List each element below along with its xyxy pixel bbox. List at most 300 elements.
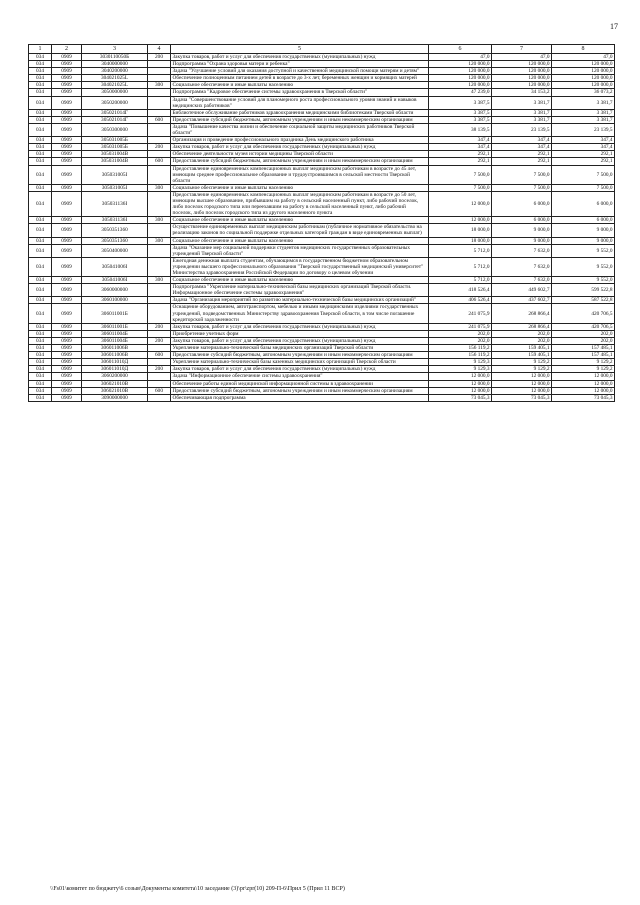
row-description: Подпрограмма "Охрана здоровья матери и ребенка" bbox=[171, 61, 429, 68]
row-amount-3: 587 522,8 bbox=[552, 297, 615, 304]
row-target-code: 3050351360 bbox=[82, 224, 148, 237]
row-target-code: 3060200000 bbox=[82, 373, 148, 380]
row-amount-2: 3 381,7 bbox=[492, 109, 552, 116]
row-expense-type bbox=[148, 244, 171, 257]
row-amount-1: 5 712,0 bbox=[429, 244, 492, 257]
table-row bbox=[29, 373, 615, 380]
row-amount-1: 120 000,0 bbox=[429, 82, 492, 89]
row-description: Социальное обеспечение и иные выплаты населению bbox=[171, 82, 429, 89]
row-amount-3: 420 706,5 bbox=[552, 323, 615, 330]
row-amount-2: 120 000,0 bbox=[492, 82, 552, 89]
row-chapter-code: 034 bbox=[29, 123, 52, 136]
row-amount-2: 6 000,0 bbox=[492, 217, 552, 224]
row-description: Задача "Повышение качества жизни и обеспечение социальной защиты медицинских работников Тверской области" bbox=[171, 123, 429, 136]
row-expense-type bbox=[148, 224, 171, 237]
row-expense-type bbox=[148, 330, 171, 337]
table-row bbox=[29, 345, 615, 352]
column-header-1: 1 bbox=[29, 45, 52, 54]
table-row bbox=[29, 89, 615, 96]
table-row bbox=[29, 96, 615, 109]
table-row bbox=[29, 75, 615, 82]
table-row bbox=[29, 330, 615, 337]
row-target-code: 3040000000 bbox=[82, 61, 148, 68]
row-amount-1: 73 045,3 bbox=[429, 394, 492, 401]
column-header-3: 3 bbox=[82, 45, 148, 54]
row-amount-1: 9 129,3 bbox=[429, 359, 492, 366]
row-amount-2: 34 153,2 bbox=[492, 89, 552, 96]
row-amount-3: 47,0 bbox=[552, 54, 615, 61]
row-amount-1: 12 000,0 bbox=[429, 191, 492, 216]
row-amount-1: 292,1 bbox=[429, 158, 492, 165]
row-target-code: 305041006I bbox=[82, 257, 148, 276]
table-row bbox=[29, 337, 615, 344]
row-section-code: 0909 bbox=[52, 330, 82, 337]
row-amount-1: 7 500,0 bbox=[429, 165, 492, 184]
row-target-code: 3060100000 bbox=[82, 297, 148, 304]
table-row bbox=[29, 158, 615, 165]
row-section-code: 0909 bbox=[52, 82, 82, 89]
table-row bbox=[29, 165, 615, 184]
row-target-code: 306011004Б bbox=[82, 337, 148, 344]
row-amount-3: 347,4 bbox=[552, 137, 615, 144]
row-expense-type bbox=[148, 345, 171, 352]
row-amount-2: 47,0 bbox=[492, 54, 552, 61]
table-row bbox=[29, 387, 615, 394]
row-amount-2: 12 000,0 bbox=[492, 380, 552, 387]
row-target-code: 306011010Д bbox=[82, 359, 148, 366]
table-row bbox=[29, 109, 615, 116]
row-chapter-code: 034 bbox=[29, 144, 52, 151]
row-amount-2: 159 405,1 bbox=[492, 352, 552, 359]
row-expense-type: 200 bbox=[148, 366, 171, 373]
row-section-code: 0909 bbox=[52, 191, 82, 216]
row-amount-3: 202,0 bbox=[552, 330, 615, 337]
row-description: Осуществление единовременных выплат медицинским работникам (публичное нормативное обязательство на реализацию законов по социальной поддержке отдельных категорий граждан в виде единовременных выплат) bbox=[171, 224, 429, 237]
row-target-code: 3040200000 bbox=[82, 68, 148, 75]
row-amount-2: 7 632,0 bbox=[492, 244, 552, 257]
row-amount-3: 420 706,5 bbox=[552, 304, 615, 323]
row-amount-2: 12 000,0 bbox=[492, 387, 552, 394]
row-chapter-code: 034 bbox=[29, 75, 52, 82]
table-row bbox=[29, 68, 615, 75]
row-expense-type: 300 bbox=[148, 237, 171, 244]
row-description: Закупка товаров, работ и услуг для обеспечения государственных (муниципальных) нужд bbox=[171, 54, 429, 61]
row-target-code: 305031136I bbox=[82, 191, 148, 216]
row-chapter-code: 034 bbox=[29, 137, 52, 144]
row-target-code: 306021010В bbox=[82, 387, 148, 394]
row-amount-3: 3 381,7 bbox=[552, 116, 615, 123]
table-row bbox=[29, 217, 615, 224]
row-chapter-code: 034 bbox=[29, 68, 52, 75]
row-amount-1: 12 000,0 bbox=[429, 373, 492, 380]
row-section-code: 0909 bbox=[52, 237, 82, 244]
row-amount-2: 347,4 bbox=[492, 144, 552, 151]
row-target-code: 3060000000 bbox=[82, 284, 148, 297]
row-description: Предоставление субсидий бюджетным, автономным учреждениям и иным некоммерческим организациям bbox=[171, 158, 429, 165]
row-description: Предоставление единовременных компенсационных выплат медицинским работникам в возрасте до 50 лет, имеющим высшее образование, прибывшим на работу в сельский населенный пункт, либо рабочий поселок, либо поселок городского типа или переехавшим на работу в сельский населенный пункт, либо рабочий поселок, либо поселок городского типа из другого населенного пункта bbox=[171, 191, 429, 216]
table-row bbox=[29, 323, 615, 330]
row-amount-1: 12 000,0 bbox=[429, 217, 492, 224]
row-description: Предоставление единовременных компенсационных выплат медицинским работникам в возрасте до 45 лет, имеющим среднее профессиональное образование и трудоустроившимся в сельской местности Тверской области bbox=[171, 165, 429, 184]
row-chapter-code: 034 bbox=[29, 151, 52, 158]
table-row bbox=[29, 380, 615, 387]
table-row bbox=[29, 116, 615, 123]
row-amount-1: 202,0 bbox=[429, 330, 492, 337]
row-amount-1: 12 000,0 bbox=[429, 380, 492, 387]
row-target-code: 305031005Б bbox=[82, 137, 148, 144]
column-header-5: 5 bbox=[171, 45, 429, 54]
row-description: Социальное обеспечение и иные выплаты населению bbox=[171, 217, 429, 224]
row-target-code: 3050200000 bbox=[82, 96, 148, 109]
table-row bbox=[29, 151, 615, 158]
row-chapter-code: 034 bbox=[29, 323, 52, 330]
row-description: Задача "Информационное обеспечение системы здравоохранения" bbox=[171, 373, 429, 380]
row-expense-type bbox=[148, 75, 171, 82]
row-amount-3: 202,0 bbox=[552, 337, 615, 344]
row-amount-3: 23 139,5 bbox=[552, 123, 615, 136]
row-expense-type: 600 bbox=[148, 352, 171, 359]
table-row bbox=[29, 184, 615, 191]
row-amount-2: 9 000,0 bbox=[492, 224, 552, 237]
row-chapter-code: 034 bbox=[29, 359, 52, 366]
row-chapter-code: 034 bbox=[29, 352, 52, 359]
row-target-code: 304021025L bbox=[82, 82, 148, 89]
row-amount-2: 6 000,0 bbox=[492, 191, 552, 216]
row-amount-2: 202,0 bbox=[492, 330, 552, 337]
row-expense-type: 200 bbox=[148, 337, 171, 344]
row-amount-3: 120 000,0 bbox=[552, 82, 615, 89]
row-amount-2: 292,1 bbox=[492, 151, 552, 158]
row-amount-3: 73 045,3 bbox=[552, 394, 615, 401]
row-section-code: 0909 bbox=[52, 89, 82, 96]
row-amount-3: 6 000,0 bbox=[552, 217, 615, 224]
row-expense-type bbox=[148, 257, 171, 276]
row-amount-1: 347,4 bbox=[429, 137, 492, 144]
row-expense-type bbox=[148, 109, 171, 116]
row-amount-3: 599 522,8 bbox=[552, 284, 615, 297]
row-description: Подпрограмма "Укрепление материально-технической базы медицинских организаций Тверской области. Информационное обеспечение системы здравоохранения" bbox=[171, 284, 429, 297]
row-amount-3: 292,1 bbox=[552, 151, 615, 158]
row-target-code: 305031004В bbox=[82, 151, 148, 158]
row-amount-1: 12 000,0 bbox=[429, 387, 492, 394]
row-section-code: 0909 bbox=[52, 68, 82, 75]
row-amount-3: 157 485,1 bbox=[552, 345, 615, 352]
row-expense-type bbox=[148, 380, 171, 387]
row-amount-3: 3 381,7 bbox=[552, 109, 615, 116]
row-target-code: 3050400000 bbox=[82, 244, 148, 257]
row-amount-1: 418 526,4 bbox=[429, 284, 492, 297]
row-description: Задача "Оказание мер социальной поддержки студентов медицинских государственных образовательных учреждений Тверской области" bbox=[171, 244, 429, 257]
row-section-code: 0909 bbox=[52, 109, 82, 116]
row-amount-3: 9 552,0 bbox=[552, 244, 615, 257]
row-amount-2: 73 045,3 bbox=[492, 394, 552, 401]
row-section-code: 0909 bbox=[52, 116, 82, 123]
row-amount-1: 156 119,2 bbox=[429, 352, 492, 359]
row-amount-3: 120 000,0 bbox=[552, 61, 615, 68]
row-chapter-code: 034 bbox=[29, 217, 52, 224]
budget-table bbox=[28, 44, 615, 402]
row-amount-2: 120 000,0 bbox=[492, 68, 552, 75]
row-description: Закупка товаров, работ и услуг для обеспечения государственных (муниципальных) нужд bbox=[171, 337, 429, 344]
row-chapter-code: 034 bbox=[29, 158, 52, 165]
row-expense-type bbox=[148, 297, 171, 304]
row-chapter-code: 034 bbox=[29, 330, 52, 337]
row-amount-2: 159 405,1 bbox=[492, 345, 552, 352]
row-amount-2: 292,1 bbox=[492, 158, 552, 165]
table-header-row bbox=[29, 45, 615, 54]
row-description: Предоставление субсидий бюджетным, автономным учреждениям и иным некоммерческим организациям bbox=[171, 387, 429, 394]
row-description: Задача "Организация мероприятий по развитию материально-технической базы медицинских организаций" bbox=[171, 297, 429, 304]
row-amount-2: 12 000,0 bbox=[492, 373, 552, 380]
row-amount-1: 241 075,9 bbox=[429, 323, 492, 330]
row-target-code: 3090000000 bbox=[82, 394, 148, 401]
row-amount-3: 9 552,0 bbox=[552, 257, 615, 276]
row-description: Подпрограмма "Кадровое обеспечение системы здравоохранения в Тверской области" bbox=[171, 89, 429, 96]
row-amount-2: 120 000,0 bbox=[492, 75, 552, 82]
row-expense-type: 300 bbox=[148, 184, 171, 191]
row-expense-type: 600 bbox=[148, 116, 171, 123]
row-expense-type bbox=[148, 304, 171, 323]
row-description: Ежегодная денежная выплата студентам, обучающимся в государственном бюджетном образовательном учреждении высшего профессионального образования "Тверской государственный медицинский университет" Министерства здравоохранения Российской Федерации по договору о целевом обучении bbox=[171, 257, 429, 276]
row-section-code: 0909 bbox=[52, 224, 82, 237]
row-amount-2: 3 381,7 bbox=[492, 96, 552, 109]
row-amount-3: 36 073,2 bbox=[552, 89, 615, 96]
row-target-code: 306011001Б bbox=[82, 304, 148, 323]
row-amount-2: 3 381,7 bbox=[492, 116, 552, 123]
row-chapter-code: 034 bbox=[29, 82, 52, 89]
row-target-code: 306021010В bbox=[82, 380, 148, 387]
row-amount-3: 3 381,7 bbox=[552, 96, 615, 109]
row-section-code: 0909 bbox=[52, 217, 82, 224]
row-chapter-code: 034 bbox=[29, 373, 52, 380]
row-target-code: 305041006I bbox=[82, 277, 148, 284]
row-section-code: 0909 bbox=[52, 277, 82, 284]
table-row bbox=[29, 277, 615, 284]
row-description: Задача "Улучшение условий для оказания доступной и качественной медицинской помощи матерям и детям" bbox=[171, 68, 429, 75]
row-amount-1: 5 712,0 bbox=[429, 257, 492, 276]
row-chapter-code: 034 bbox=[29, 116, 52, 123]
row-expense-type bbox=[148, 284, 171, 297]
row-amount-2: 7 500,0 bbox=[492, 165, 552, 184]
table-row bbox=[29, 191, 615, 216]
row-expense-type: 300 bbox=[148, 277, 171, 284]
row-target-code: 3050300000 bbox=[82, 123, 148, 136]
row-amount-3: 9 552,0 bbox=[552, 277, 615, 284]
row-section-code: 0909 bbox=[52, 123, 82, 136]
row-expense-type bbox=[148, 151, 171, 158]
row-target-code: 305031005I bbox=[82, 165, 148, 184]
row-target-code: 306011006В bbox=[82, 345, 148, 352]
row-amount-1: 347,4 bbox=[429, 144, 492, 151]
row-amount-1: 120 000,0 bbox=[429, 68, 492, 75]
row-description: Предоставление субсидий бюджетным, автономным учреждениям и иным некоммерческим организациям bbox=[171, 352, 429, 359]
column-header-7: 7 bbox=[492, 45, 552, 54]
row-chapter-code: 034 bbox=[29, 284, 52, 297]
row-amount-1: 406 526,4 bbox=[429, 297, 492, 304]
row-section-code: 0909 bbox=[52, 151, 82, 158]
row-amount-2: 347,4 bbox=[492, 137, 552, 144]
row-amount-1: 202,0 bbox=[429, 337, 492, 344]
row-section-code: 0909 bbox=[52, 284, 82, 297]
row-chapter-code: 034 bbox=[29, 54, 52, 61]
table-row bbox=[29, 359, 615, 366]
row-section-code: 0909 bbox=[52, 373, 82, 380]
row-description: Предоставление субсидий бюджетным, автономным учреждениям и иным некоммерческим организациям bbox=[171, 116, 429, 123]
row-expense-type bbox=[148, 191, 171, 216]
row-amount-2: 9 000,0 bbox=[492, 237, 552, 244]
row-section-code: 0909 bbox=[52, 352, 82, 359]
row-expense-type: 200 bbox=[148, 323, 171, 330]
row-description: Библиотечное обслуживание работников здравоохранения медицинскими библиотеками Тверской области bbox=[171, 109, 429, 116]
row-amount-2: 23 139,5 bbox=[492, 123, 552, 136]
row-chapter-code: 034 bbox=[29, 380, 52, 387]
row-section-code: 0909 bbox=[52, 244, 82, 257]
row-section-code: 0909 bbox=[52, 304, 82, 323]
row-amount-1: 241 075,9 bbox=[429, 304, 492, 323]
row-chapter-code: 034 bbox=[29, 96, 52, 109]
row-amount-1: 7 500,0 bbox=[429, 184, 492, 191]
row-section-code: 0909 bbox=[52, 144, 82, 151]
column-header-4: 4 bbox=[148, 45, 171, 54]
row-expense-type bbox=[148, 89, 171, 96]
row-amount-3: 6 000,0 bbox=[552, 191, 615, 216]
row-section-code: 0909 bbox=[52, 75, 82, 82]
row-target-code: 305031136I bbox=[82, 217, 148, 224]
row-amount-1: 3 387,5 bbox=[429, 109, 492, 116]
table-row bbox=[29, 352, 615, 359]
column-header-6: 6 bbox=[429, 45, 492, 54]
row-section-code: 0909 bbox=[52, 137, 82, 144]
row-chapter-code: 034 bbox=[29, 89, 52, 96]
row-chapter-code: 034 bbox=[29, 304, 52, 323]
row-expense-type: 200 bbox=[148, 54, 171, 61]
row-chapter-code: 034 bbox=[29, 257, 52, 276]
row-amount-3: 7 500,0 bbox=[552, 165, 615, 184]
row-description: Обеспечение полноценным питанием детей в возрасте до 3-х лет, беременных женщин и кормящих матерей bbox=[171, 75, 429, 82]
row-expense-type bbox=[148, 68, 171, 75]
row-chapter-code: 034 bbox=[29, 224, 52, 237]
row-expense-type bbox=[148, 137, 171, 144]
row-expense-type bbox=[148, 96, 171, 109]
row-amount-2: 7 500,0 bbox=[492, 184, 552, 191]
row-description: Социальное обеспечение и иные выплаты населению bbox=[171, 237, 429, 244]
row-expense-type: 300 bbox=[148, 82, 171, 89]
table-row bbox=[29, 297, 615, 304]
row-amount-1: 5 712,0 bbox=[429, 277, 492, 284]
row-amount-3: 12 000,0 bbox=[552, 387, 615, 394]
row-section-code: 0909 bbox=[52, 366, 82, 373]
row-amount-3: 9 129,2 bbox=[552, 366, 615, 373]
row-chapter-code: 034 bbox=[29, 337, 52, 344]
table-body bbox=[29, 54, 615, 402]
column-header-2: 2 bbox=[52, 45, 82, 54]
table-row bbox=[29, 82, 615, 89]
row-target-code: 3050000000 bbox=[82, 89, 148, 96]
table-row bbox=[29, 54, 615, 61]
row-description: Социальное обеспечение и иные выплаты населению bbox=[171, 277, 429, 284]
row-section-code: 0909 bbox=[52, 297, 82, 304]
row-amount-1: 18 000,0 bbox=[429, 224, 492, 237]
row-amount-1: 3 387,5 bbox=[429, 96, 492, 109]
table-row bbox=[29, 284, 615, 297]
row-target-code: 3030110050Б bbox=[82, 54, 148, 61]
row-description: Задача "Совершенствование условий для планомерного роста профессионального уровня знаний и навыков медицинских работников" bbox=[171, 96, 429, 109]
row-description: Укрепление материально-технической базы казенных медицинских организаций Тверской области bbox=[171, 359, 429, 366]
row-section-code: 0909 bbox=[52, 96, 82, 109]
row-amount-3: 9 000,0 bbox=[552, 237, 615, 244]
row-chapter-code: 034 bbox=[29, 191, 52, 216]
table-row bbox=[29, 394, 615, 401]
table-row bbox=[29, 137, 615, 144]
row-chapter-code: 034 bbox=[29, 237, 52, 244]
row-amount-3: 120 000,0 bbox=[552, 75, 615, 82]
row-chapter-code: 034 bbox=[29, 277, 52, 284]
row-amount-1: 120 000,0 bbox=[429, 75, 492, 82]
row-section-code: 0909 bbox=[52, 158, 82, 165]
row-expense-type bbox=[148, 61, 171, 68]
row-description: Закупка товаров, работ и услуг для обеспечения государственных (муниципальных) нужд bbox=[171, 366, 429, 373]
row-amount-3: 12 000,0 bbox=[552, 380, 615, 387]
row-amount-3: 157 485,1 bbox=[552, 352, 615, 359]
row-chapter-code: 034 bbox=[29, 297, 52, 304]
row-target-code: 305031004В bbox=[82, 158, 148, 165]
row-amount-1: 18 000,0 bbox=[429, 237, 492, 244]
row-amount-3: 9 129,2 bbox=[552, 359, 615, 366]
row-amount-1: 3 387,5 bbox=[429, 116, 492, 123]
row-target-code: 304021025L bbox=[82, 75, 148, 82]
page-number: 17 bbox=[610, 22, 618, 31]
row-chapter-code: 034 bbox=[29, 387, 52, 394]
row-amount-2: 437 602,7 bbox=[492, 297, 552, 304]
row-amount-3: 120 000,0 bbox=[552, 68, 615, 75]
row-section-code: 0909 bbox=[52, 54, 82, 61]
row-expense-type bbox=[148, 373, 171, 380]
row-target-code: 306011004Б bbox=[82, 330, 148, 337]
row-amount-2: 7 632,0 bbox=[492, 277, 552, 284]
row-section-code: 0909 bbox=[52, 337, 82, 344]
row-expense-type bbox=[148, 359, 171, 366]
row-chapter-code: 034 bbox=[29, 61, 52, 68]
table-row bbox=[29, 257, 615, 276]
row-amount-3: 12 000,0 bbox=[552, 373, 615, 380]
row-description: Оснащение оборудованием, автотранспортом, мебелью и иными медицинскими изделиями государственных учреждений, подведомственных Министерству здравоохранения Тверской области, в том числе погашение кредиторской задолженности bbox=[171, 304, 429, 323]
row-expense-type: 200 bbox=[148, 144, 171, 151]
row-chapter-code: 034 bbox=[29, 109, 52, 116]
row-description: Обеспечивающая подпрограмма bbox=[171, 394, 429, 401]
row-chapter-code: 034 bbox=[29, 244, 52, 257]
row-section-code: 0909 bbox=[52, 380, 82, 387]
row-amount-2: 9 129,2 bbox=[492, 366, 552, 373]
row-expense-type: 300 bbox=[148, 217, 171, 224]
row-amount-2: 449 602,7 bbox=[492, 284, 552, 297]
row-amount-1: 120 000,0 bbox=[429, 61, 492, 68]
row-amount-1: 156 119,2 bbox=[429, 345, 492, 352]
row-target-code: 306011001Б bbox=[82, 323, 148, 330]
row-target-code: 306011010Д bbox=[82, 366, 148, 373]
row-section-code: 0909 bbox=[52, 257, 82, 276]
row-section-code: 0909 bbox=[52, 359, 82, 366]
row-amount-1: 38 139,5 bbox=[429, 123, 492, 136]
row-amount-3: 7 500,0 bbox=[552, 184, 615, 191]
row-section-code: 0909 bbox=[52, 184, 82, 191]
row-description: Приобретение учетных форм bbox=[171, 330, 429, 337]
row-description: Социальное обеспечение и иные выплаты населению bbox=[171, 184, 429, 191]
row-expense-type bbox=[148, 165, 171, 184]
row-target-code: 306011006В bbox=[82, 352, 148, 359]
table-row bbox=[29, 61, 615, 68]
row-target-code: 305021014Г bbox=[82, 109, 148, 116]
table-row bbox=[29, 366, 615, 373]
